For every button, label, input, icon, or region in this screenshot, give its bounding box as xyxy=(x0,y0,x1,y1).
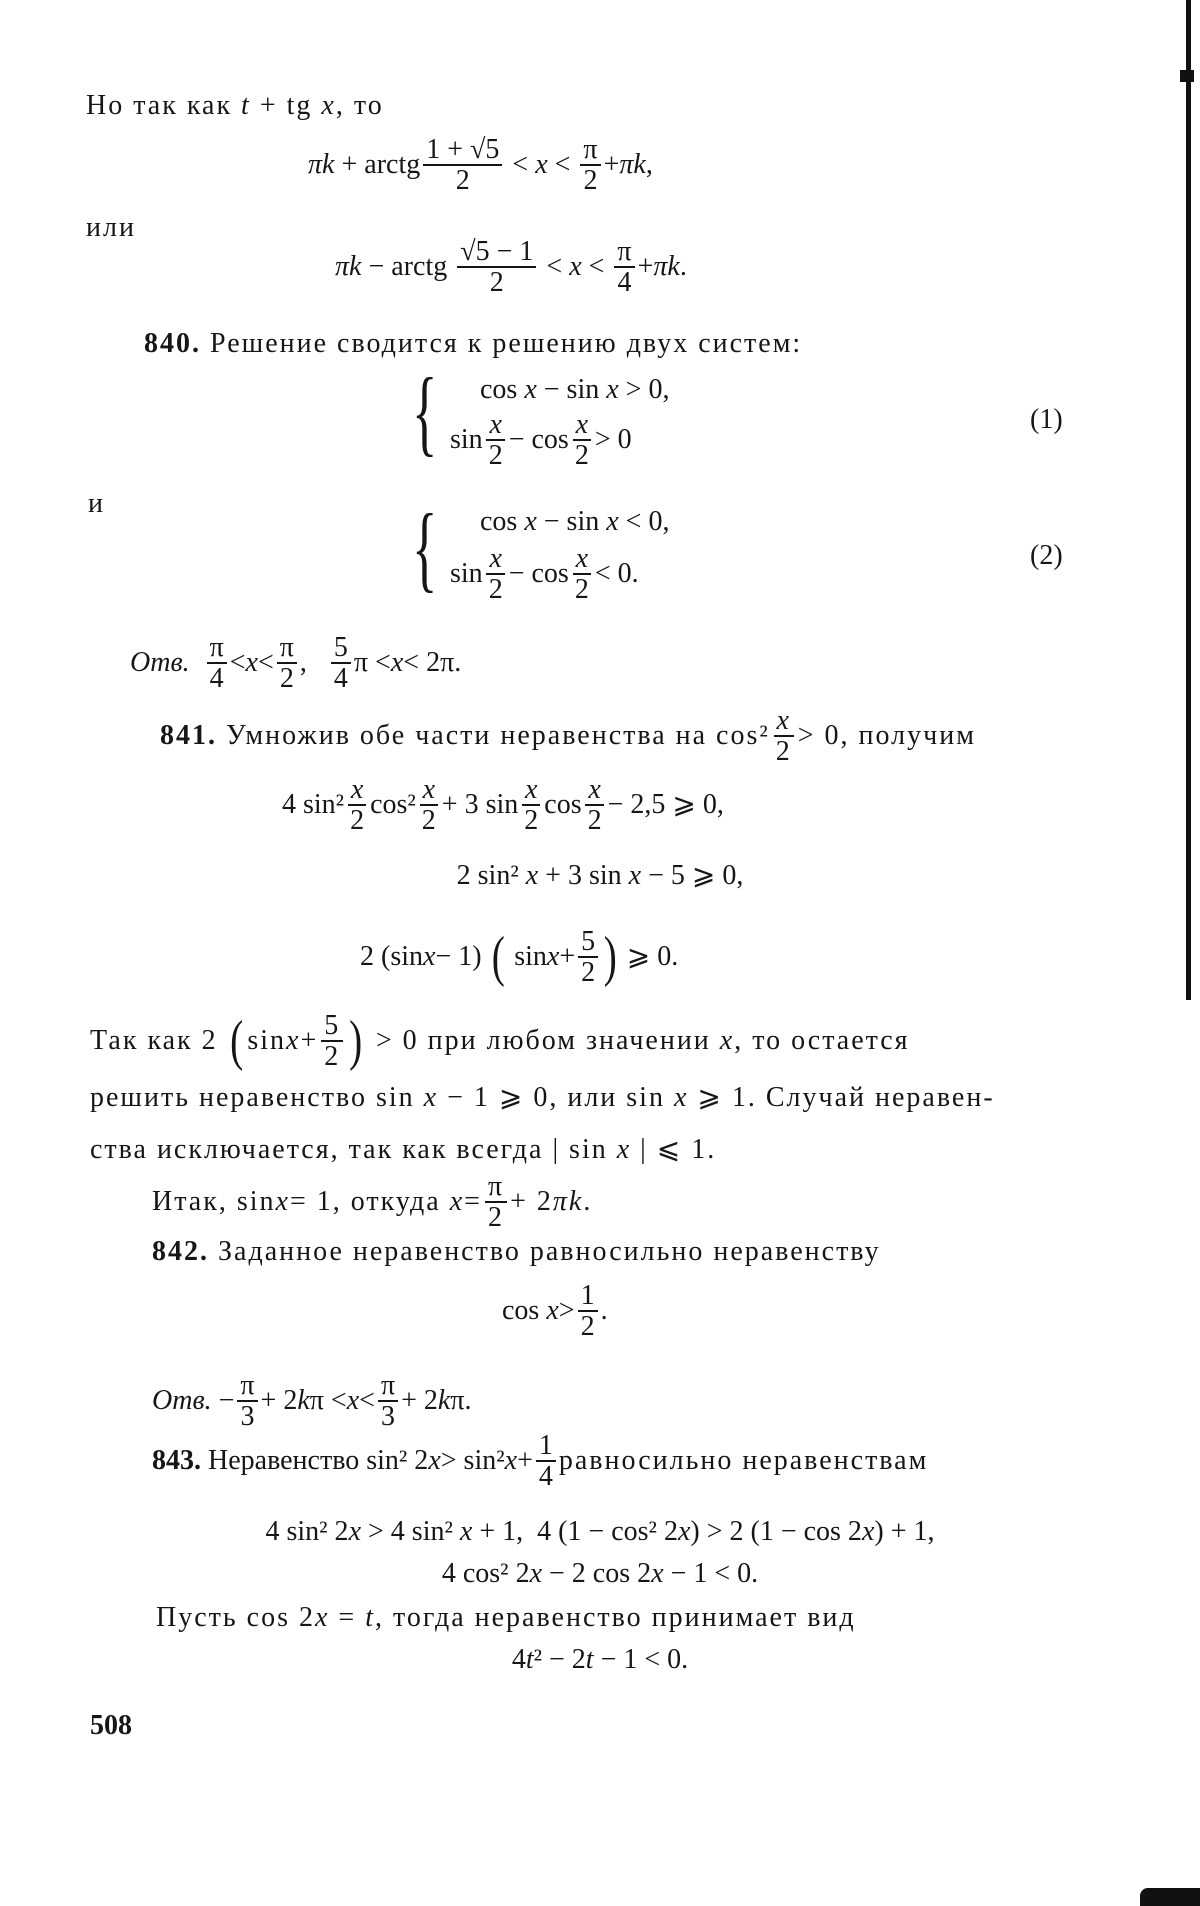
equation-843-2: 4 cos² 2x − 2 cos 2x − 1 < 0. xyxy=(441,1558,759,1589)
equation-841-3: 2 (sin x − 1) ( sin x + $\frac{5}{2}$ ) ⩾ 0. xyxy=(360,925,679,988)
equation-842: cos x > $\frac{1}{2}$ . xyxy=(502,1279,608,1342)
answer-840: Отв. $\frac{\pi}{4}$ < x < $\frac{\pi}{2}$ , $\frac{5}{4}$ π < x < 2π. xyxy=(130,631,462,694)
equation-843-1: 4 sin² 2x > 4 sin² x + 1, 4 (1 − cos² 2x) > 2 (1 − cos 2x) + 1, xyxy=(265,1516,935,1547)
formula-1: πk + arctg $\frac{1 + √5}{2}$ < x < $\frac{\pi}{2}$ + πk , xyxy=(308,133,653,196)
system-1-line-a: cos x − sin x > 0, xyxy=(480,374,670,405)
scan-edge-notch xyxy=(1180,70,1194,82)
text-tak-1: Так как 2 ( sin x + $\frac{5}{2}$ ) > 0 при любом значении x , то остается xyxy=(90,1009,910,1072)
paragraph-843: 843. Неравенство sin² 2 x > sin² x + $\frac{1}{4}$ равносильно неравенствам xyxy=(152,1429,929,1492)
formula-2: πk − arctg $\frac{√5 - 1}{2}$ < x < $\frac{\pi}{4}$ + πk . xyxy=(335,235,687,298)
scan-edge-right xyxy=(1186,0,1191,1000)
equation-841-1: 4 sin² $\frac{x}{2}$ cos² $\frac{x}{2}$ + 3 sin $\frac{x}{2}$ cos $\frac{x}{2}$ − 2,5 ⩾ 0, xyxy=(282,773,724,836)
paragraph-840: 840. Решение сводится к решению двух систем: xyxy=(144,328,803,359)
text-tak-3: ства исключается, так как всегда | sin x | ⩽ 1. xyxy=(90,1134,717,1165)
text-ili: или xyxy=(86,212,136,243)
system-1-brace: { xyxy=(412,358,438,465)
system-2-line-a: cos x − sin x < 0, xyxy=(480,506,670,537)
scan-corner-mark xyxy=(1140,1888,1200,1906)
text-itak: Итак, sin x = 1, откуда x = $\frac{\pi}{2}$ + 2 πk . xyxy=(152,1170,593,1233)
text-i: и xyxy=(88,488,103,519)
system-1-line-b: sin $\frac{x}{2}$ − cos $\frac{x}{2}$ > 0 xyxy=(450,408,632,471)
paragraph-842: 842. Заданное неравенство равносильно неравенству xyxy=(152,1236,881,1267)
system-2-brace: { xyxy=(412,494,438,601)
text-tak-2: решить неравенство sin x − 1 ⩾ 0, или sin x ⩾ 1. Случай неравен- xyxy=(90,1082,995,1113)
answer-842: Отв. − $\frac{\pi}{3}$ + 2 k π < x < $\frac{\pi}{3}$ + 2 k π. xyxy=(152,1369,472,1432)
text-pust: Пусть cos 2x = t, тогда неравенство принимает вид xyxy=(156,1602,856,1633)
equation-841-2: 2 sin² x + 3 sin x − 5 ⩾ 0, xyxy=(456,860,744,891)
system-2-line-b: sin $\frac{x}{2}$ − cos $\frac{x}{2}$ < 0. xyxy=(450,542,639,605)
text-line-1: Но так как t + tg x, то xyxy=(86,90,384,121)
system-1-label: (1) xyxy=(1030,404,1063,435)
equation-843-3: 4t² − 2t − 1 < 0. xyxy=(511,1644,689,1675)
page-number: 508 xyxy=(90,1710,132,1741)
paragraph-841: 841. Умножив обе части неравенства на cos² $\frac{x}{2}$ > 0, получим xyxy=(160,704,976,767)
system-2-label: (2) xyxy=(1030,540,1063,571)
